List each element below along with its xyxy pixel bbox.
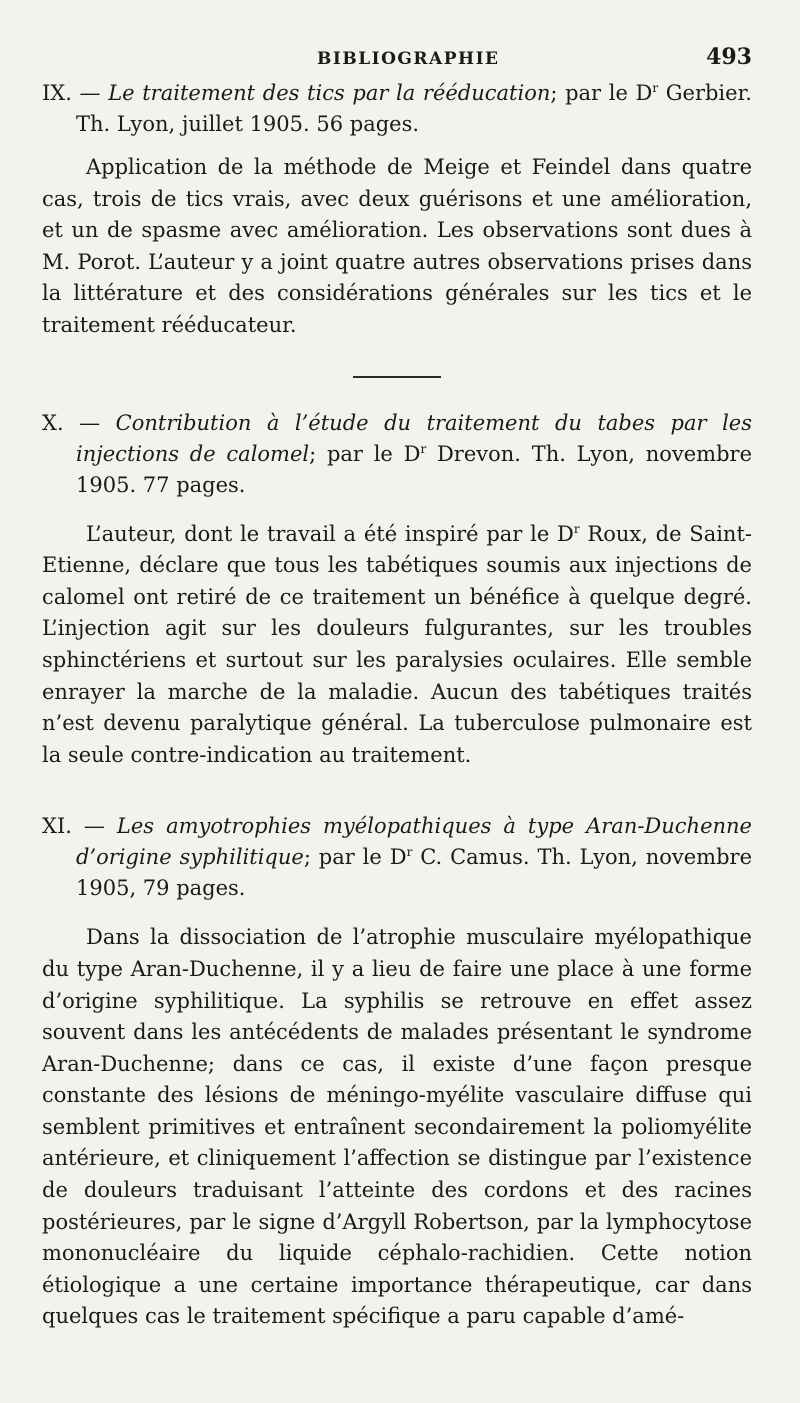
entry-title: Le traitement des tics par la rééducation	[108, 81, 551, 105]
entry-xi-heading	[42, 811, 752, 904]
entry-title: Les amyotrophies myélopathiques à type Aran-Duchenne d’origine syphilitique	[76, 814, 752, 870]
entry-citation: Drevon. Th. Lyon, novembre 1905. 77 pages.	[76, 441, 752, 497]
entry-ix-summary: Application de la méthode de Meige et Feindel dans quatre cas, trois de tics vrais, avec deux guérisons et une amélioration, et un de spasme avec amélioration. Les observations sont dues à M. Porot. L’auteur y a joint quatre autres observations prises dans la littérature et des considérations générales sur les tics et le traitement rééducateur.	[42, 155, 752, 337]
running-head: BIBLIOGRAPHIE	[317, 49, 500, 69]
entry-citation: C. Camus. Th. Lyon, novembre 1905, 79 pages.	[76, 845, 752, 901]
entry-author-prefix: ; par le D	[303, 845, 407, 870]
entry-author-prefix: ; par le D	[550, 81, 653, 105]
entry-author-sup: r	[406, 845, 413, 860]
entry-x-heading	[42, 408, 752, 501]
entry-citation: Gerbier. Th. Lyon, juillet 1905. 56 pages.	[76, 81, 752, 136]
summary-text: L’auteur, dont le travail a été inspiré par le D	[86, 521, 574, 546]
entry-numeral: XI. —	[42, 814, 117, 839]
entry-ix-heading	[42, 78, 752, 140]
section-divider	[353, 376, 441, 378]
summary-text-rest: Roux, de Saint-Etienne, déclare que tous les tabétiques soumis aux injections de calomel ont retiré de ce traitement un bénéfice à quelque degré. L’injection agit sur les douleurs fulgurantes, sur les troubles sphinctériens et surtout sur les paralysies oculaires. Elle semble enrayer la marche de la maladie. Aucun des tabétiques traités n’est devenu paralytique général. La tuberculose pulmonaire est la seule contre-indication au traitement.	[42, 521, 752, 767]
entry-title: Contribution à l’étude du traitement du tabes par les injections de calomel	[76, 410, 752, 466]
summary-sup: r	[573, 521, 580, 536]
entry-x-summary	[42, 519, 752, 772]
entry-author-sup: r	[652, 81, 659, 95]
entry-author-sup: r	[420, 441, 427, 456]
page-number: 493	[706, 44, 752, 70]
entry-numeral: IX. —	[42, 81, 109, 105]
entry-xi-summary: Dans la dissociation de l’atrophie musculaire myélopathique du type Aran-Duchenne, il y a lieu de faire une place à une forme d’origine syphilitique. La syphilis se retrouve en effet assez souvent dans les antécédents de malades présentant le syndrome Aran-Duchenne; dans ce cas, il existe d’une façon presque constante des lésions de méningo-myélite vasculaire diffuse qui semblent primitives et entraînent secondairement la poliomyélite antérieure, et cliniquement l’affection se distingue par l’existence de douleurs traduisant l’atteinte des cordons et des racines postérieures, par le signe d’Argyll Robertson, par la lymphocytose mononucléaire du liquide céphalo-rachidien. Cette notion étiologique a une certaine importance thérapeutique, car dans quelques cas le traitement spécifique a paru capable d’amé-	[42, 925, 752, 1329]
entry-numeral: X. —	[42, 410, 116, 435]
page-header	[42, 44, 752, 78]
entry-author-prefix: ; par le D	[309, 441, 421, 466]
